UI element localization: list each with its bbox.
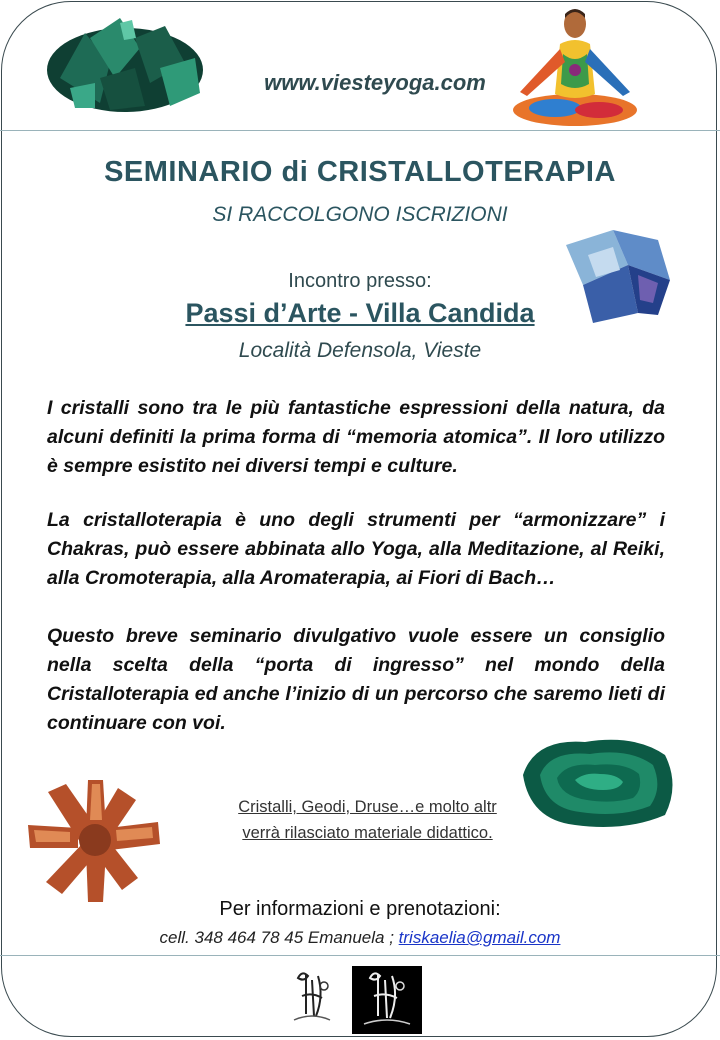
passi-darte-logo-light <box>284 966 340 1030</box>
contact-line <box>0 928 720 948</box>
note-materials: Cristalli, Geodi, Druse…e molto altr <box>238 798 497 816</box>
paragraph-crystals: I cristalli sono tra le più fantastiche espressioni della natura, da alcuni definiti la prima forma di “memoria atomica”. Il loro utilizzo è sempre esistito nei diversi tempi e culture. <box>47 397 665 477</box>
seminar-subtitle: SI RACCOLGONO ISCRIZIONI <box>212 203 508 226</box>
paragraph-chakras: La cristalloterapia è uno degli strumenti per “armonizzare” i Chakras, può essere abbinata allo Yoga, alla Meditazione, al Reiki, alla Cromoterapia, alla Aromaterapia, ai Fiori di Bach… <box>47 509 665 589</box>
header-divider <box>0 130 720 131</box>
aragonite-crystal-image <box>18 770 168 910</box>
note-didactic: verrà rilasciato materiale didattico. <box>242 824 493 842</box>
venue-name: Passi d’Arte - Villa Candida <box>185 298 535 328</box>
malachite-image <box>515 730 680 835</box>
website-url[interactable]: www.viesteyoga.com <box>264 70 486 95</box>
venue-location: Località Defensola, Vieste <box>238 339 482 362</box>
contact-phone: cell. 348 464 78 45 Emanuela ; <box>159 928 399 947</box>
footer-divider <box>0 955 720 956</box>
yoga-figure-image <box>505 4 645 128</box>
email-link[interactable]: triskaelia@gmail.com <box>398 928 561 947</box>
venue-intro: Incontro presso: <box>288 270 432 292</box>
seminar-title: SEMINARIO di CRISTALLOTERAPIA <box>104 156 616 188</box>
green-crystal-image <box>40 8 210 118</box>
passi-darte-logo-dark <box>352 966 422 1034</box>
paragraph-seminar: Questo breve seminario divulgativo vuole essere un consiglio nella scelta della “porta di ingresso” nel mondo della Cristalloterapia ed anche l’inizio di un percorso che saremo lieti di continuare con voi. <box>47 625 665 734</box>
info-label: Per informazioni e prenotazioni: <box>219 898 501 920</box>
